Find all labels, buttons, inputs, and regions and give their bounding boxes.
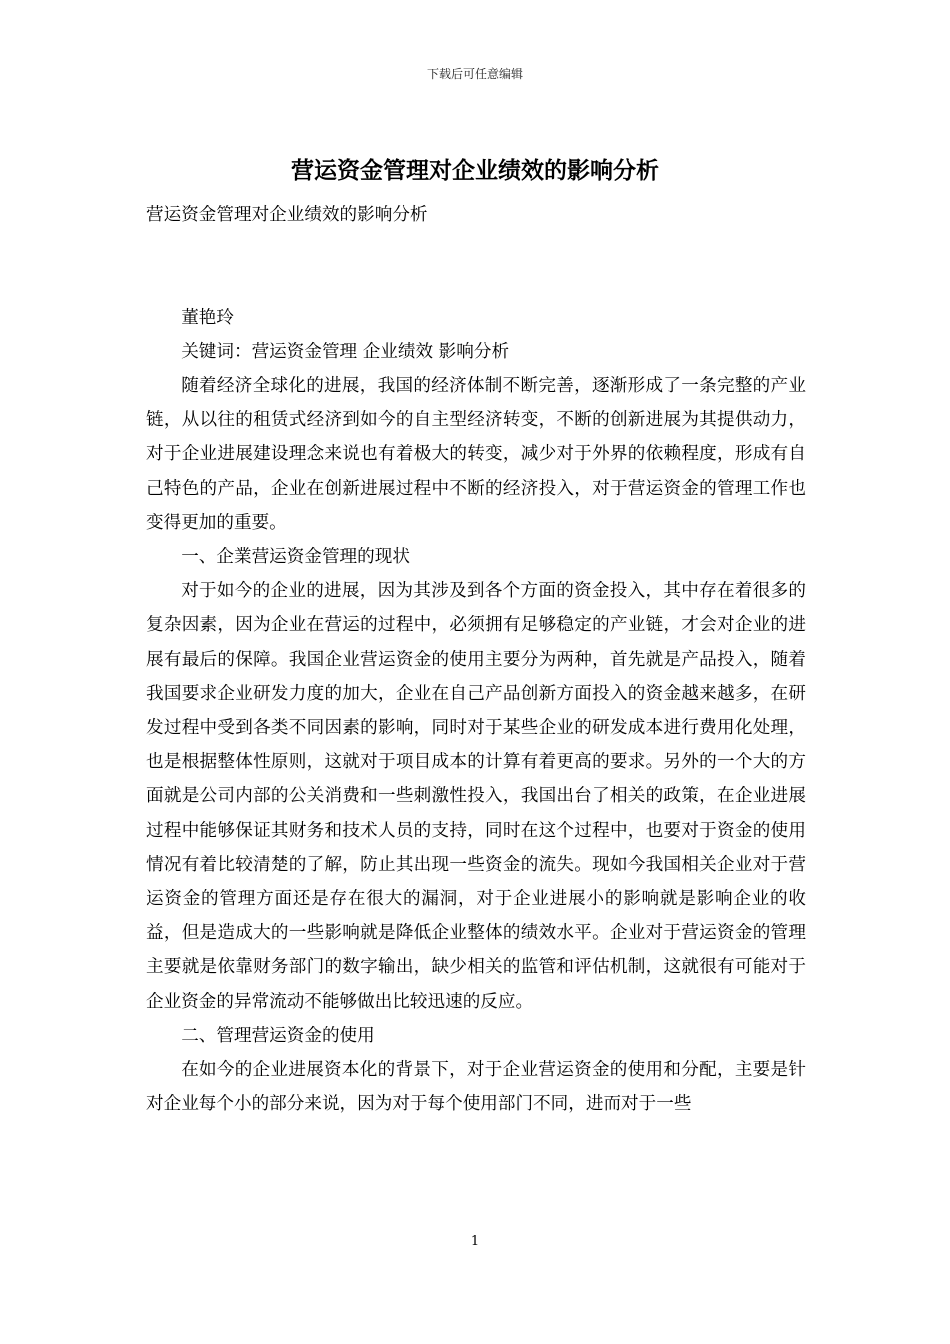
document-title: 营运资金管理对企业绩效的影响分析 xyxy=(291,157,659,184)
document-subtitle: 营运资金管理对企业绩效的影响分析 xyxy=(146,205,428,225)
keywords-line: 关键词：营运资金管理 企业绩效 影响分析 xyxy=(181,341,510,362)
section-1-heading: 一、企業营运资金管理的现状 xyxy=(181,547,410,567)
document-body xyxy=(146,198,806,1121)
section-2-heading: 二、管理营运资金的使用 xyxy=(181,1025,375,1046)
header-note: 下载后可任意编辑 xyxy=(426,67,523,81)
author-name: 董艳玲 xyxy=(181,307,234,328)
section-1-paragraph: 对于如今的企业的进展，因为其涉及到各个方面的资金投入，其中存在着很多的复杂因素，因为企业在营运的过程中，必须拥有足够稳定的产业链，才会对企业的进展有最后的保障。我国企业营运资金的使用主要分为两种，首先就是产品投入，随着我国要求企业研发力度的加大，企业在自己产品创新方面投入的资金越来越多，在研发过程中受到各类不同因素的影响，同时对于某些企业的研发成本进行费用化处理，也是根据整体性原则，这就对于项目成本的计算有着更高的要求。另外的一个大的方面就是公司内部的公关消费和一些刺激性投入，我国出台了相关的政策，在企业进展过程中能够保证其财务和技术人员的支持，同时在这个过程中，也要对于资金的使用情况有着比较清楚的了解，防止其出现一些资金的流失。现如今我国相关企业对于营运资金的管理方面还是存在很大的漏洞，对于企业进展小的影响就是影响企业的收益，但是造成大的一些影响就是降低企业整体的绩效水平。企业对于营运资金的管理主要就是依靠财务部门的数字输出，缺少相关的监管和评估机制，这就很有可能对于企业资金的异常流动不能够做出比较迅速的反应。 xyxy=(146,581,806,1012)
intro-paragraph: 随着经济全球化的进展，我国的经济体制不断完善，逐渐形成了一条完整的产业链，从以往的租赁式经济到如今的自主型经济转变，不断的创新进展为其提供动力，对于企业进展建设理念来说也有着极大的转变，减少对于外界的依赖程度，形成有自己特色的产品，企业在创新进展过程中不断的经济投入，对于营运资金的管理工作也变得更加的重要。 xyxy=(146,375,806,533)
section-2-paragraph: 在如今的企业进展资本化的背景下，对于企业营运资金的使用和分配，主要是针对企业每个小的部分来说，因为对于每个使用部门不同，进而对于一些 xyxy=(146,1060,806,1115)
blank-line xyxy=(146,266,806,300)
page-number: 1 xyxy=(470,1234,480,1249)
blank-line xyxy=(146,232,806,266)
